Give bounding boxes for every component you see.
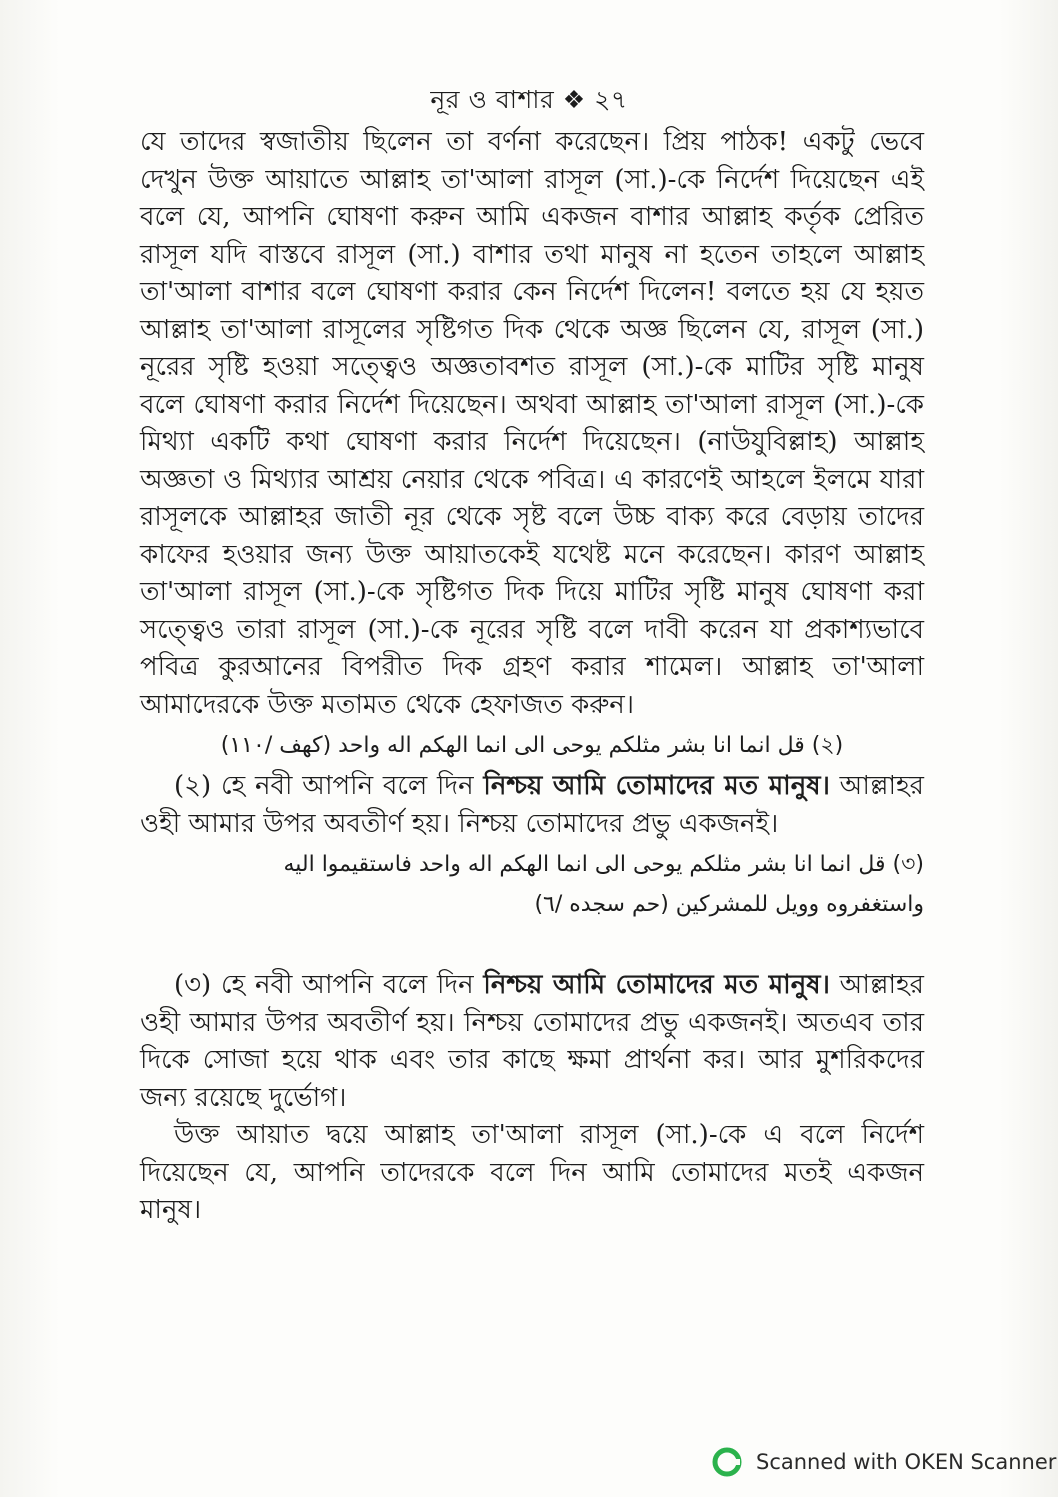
scanner-watermark <box>700 1442 1058 1482</box>
paragraph-3 <box>140 967 924 1117</box>
spacer <box>140 927 924 967</box>
arabic-verse-3-line-1: (৩) قل انما انا بشر مثلكم يوحى الى انما الهكم اله واحد فاستقيموا اليه <box>283 852 924 877</box>
paragraph-2-end: আল্লাহর ওহী আমার উপর অবতীর্ণ হয়। নিশ্চয় তোমাদের প্রভু একজনই। <box>140 771 924 839</box>
paragraph-2-bold: নিশ্চয় আমি তোমাদের মত মানুষ। <box>483 771 830 801</box>
paragraph-2-start: (২) হে নবী আপনি বলে দিন <box>174 771 484 801</box>
scanner-label: Scanned with OKEN Scanner <box>756 1450 1057 1474</box>
paragraph-2 <box>140 768 924 843</box>
paragraph-3-end: আল্লাহর ওহী আমার উপর অবতীর্ণ হয়। নিশ্চয় তোমাদের প্রভু একজনই। অতএব তার দিকে সোজা হয়ে থাক এবং তার কাছে ক্ষমা প্রার্থনা কর। আর মুশরিকদের জন্য রয়েছে দুর্ভোগ। <box>140 970 924 1113</box>
arabic-verse-2: (২) قل انما انا بشر مثلكم يوحى الى انما الهكم اله واحد (كهف /١١٠) <box>220 733 844 758</box>
paragraph-1: যে তাদের স্বজাতীয় ছিলেন তা বর্ণনা করেছেন। প্রিয় পাঠক! একটু ভেবে দেখুন উক্ত আয়াতে আল্লাহ তা'আলা রাসূল (সা.)-কে নির্দেশ দিয়েছেন এই বলে যে, আপনি ঘোষণা করুন আমি একজন বাশার আল্লাহ কর্তৃক প্রেরিত রাসূল যদি বাস্তবে রাসূল (সা.) বাশার তথা মানুষ না হতেন তাহলে আল্লাহ তা'আলা বাশার বলে ঘোষণা করার কেন নির্দেশ দিলেন! বলতে হয় যে হয়ত আল্লাহ তা'আলা রাসূলের সৃষ্টিগত দিক থেকে অজ্ঞ ছিলেন যে, রাসূল (সা.) নূরের সৃষ্টি হওয়া সত্ত্বেও অজ্ঞতাবশত রাসূল (সা.)-কে মাটির সৃষ্টি মানুষ বলে ঘোষণা করার নির্দেশ দিয়েছেন। অথবা আল্লাহ তা'আলা রাসূল (সা.)-কে মিথ্যা একটি কথা ঘোষণা করার নির্দেশ দিয়েছেন। (নাউযুবিল্লাহ) আল্লাহ অজ্ঞতা ও মিথ্যার আশ্রয় নেয়ার থেকে পবিত্র। এ কারণেই আহলে ইলমে যারা রাসূলকে আল্লাহর জাতী নূর থেকে সৃষ্ট বলে উচ্চ বাক্য করে বেড়ায় তাদের কাফের হওয়ার জন্য উক্ত আয়াতকেই যথেষ্ট মনে করেছেন। কারণ আল্লাহ তা'আলা রাসূল (সা.)-কে সৃষ্টিগত দিক দিয়ে মাটির সৃষ্টি মানুষ ঘোষণা করা সত্ত্বেও তারা রাসূল (সা.)-কে নূরের সৃষ্টি বলে দাবী করেন যা প্রকাশ্যভাবে পবিত্র কুরআনের বিপরীত দিক গ্রহণ করার শামেল। আল্লাহ তা'আলা আমাদেরকে উক্ত মতামত থেকে হেফাজত করুন। <box>140 127 924 720</box>
paragraph-3-start: (৩) হে নবী আপনি বলে দিন <box>174 970 484 1000</box>
body-text <box>140 124 924 1230</box>
paragraph-4: উক্ত আয়াত দ্বয়ে আল্লাহ তা'আলা রাসূল (সা.)-কে এ বলে নির্দেশ দিয়েছেন যে, আপনি তাদেরকে বলে দিন আমি তোমাদের মতই একজন মানুষ। <box>140 1120 924 1225</box>
running-header: নূর ও বাশার ❖ ২৭ <box>430 85 628 114</box>
arabic-verse-3-line-2: واستغفروه وويل للمشركين (حم سجده /٦) <box>534 892 924 917</box>
oken-scanner-logo-icon <box>712 1447 742 1477</box>
paragraph-3-bold: নিশ্চয় আমি তোমাদের মত মানুষ। <box>483 970 830 1000</box>
